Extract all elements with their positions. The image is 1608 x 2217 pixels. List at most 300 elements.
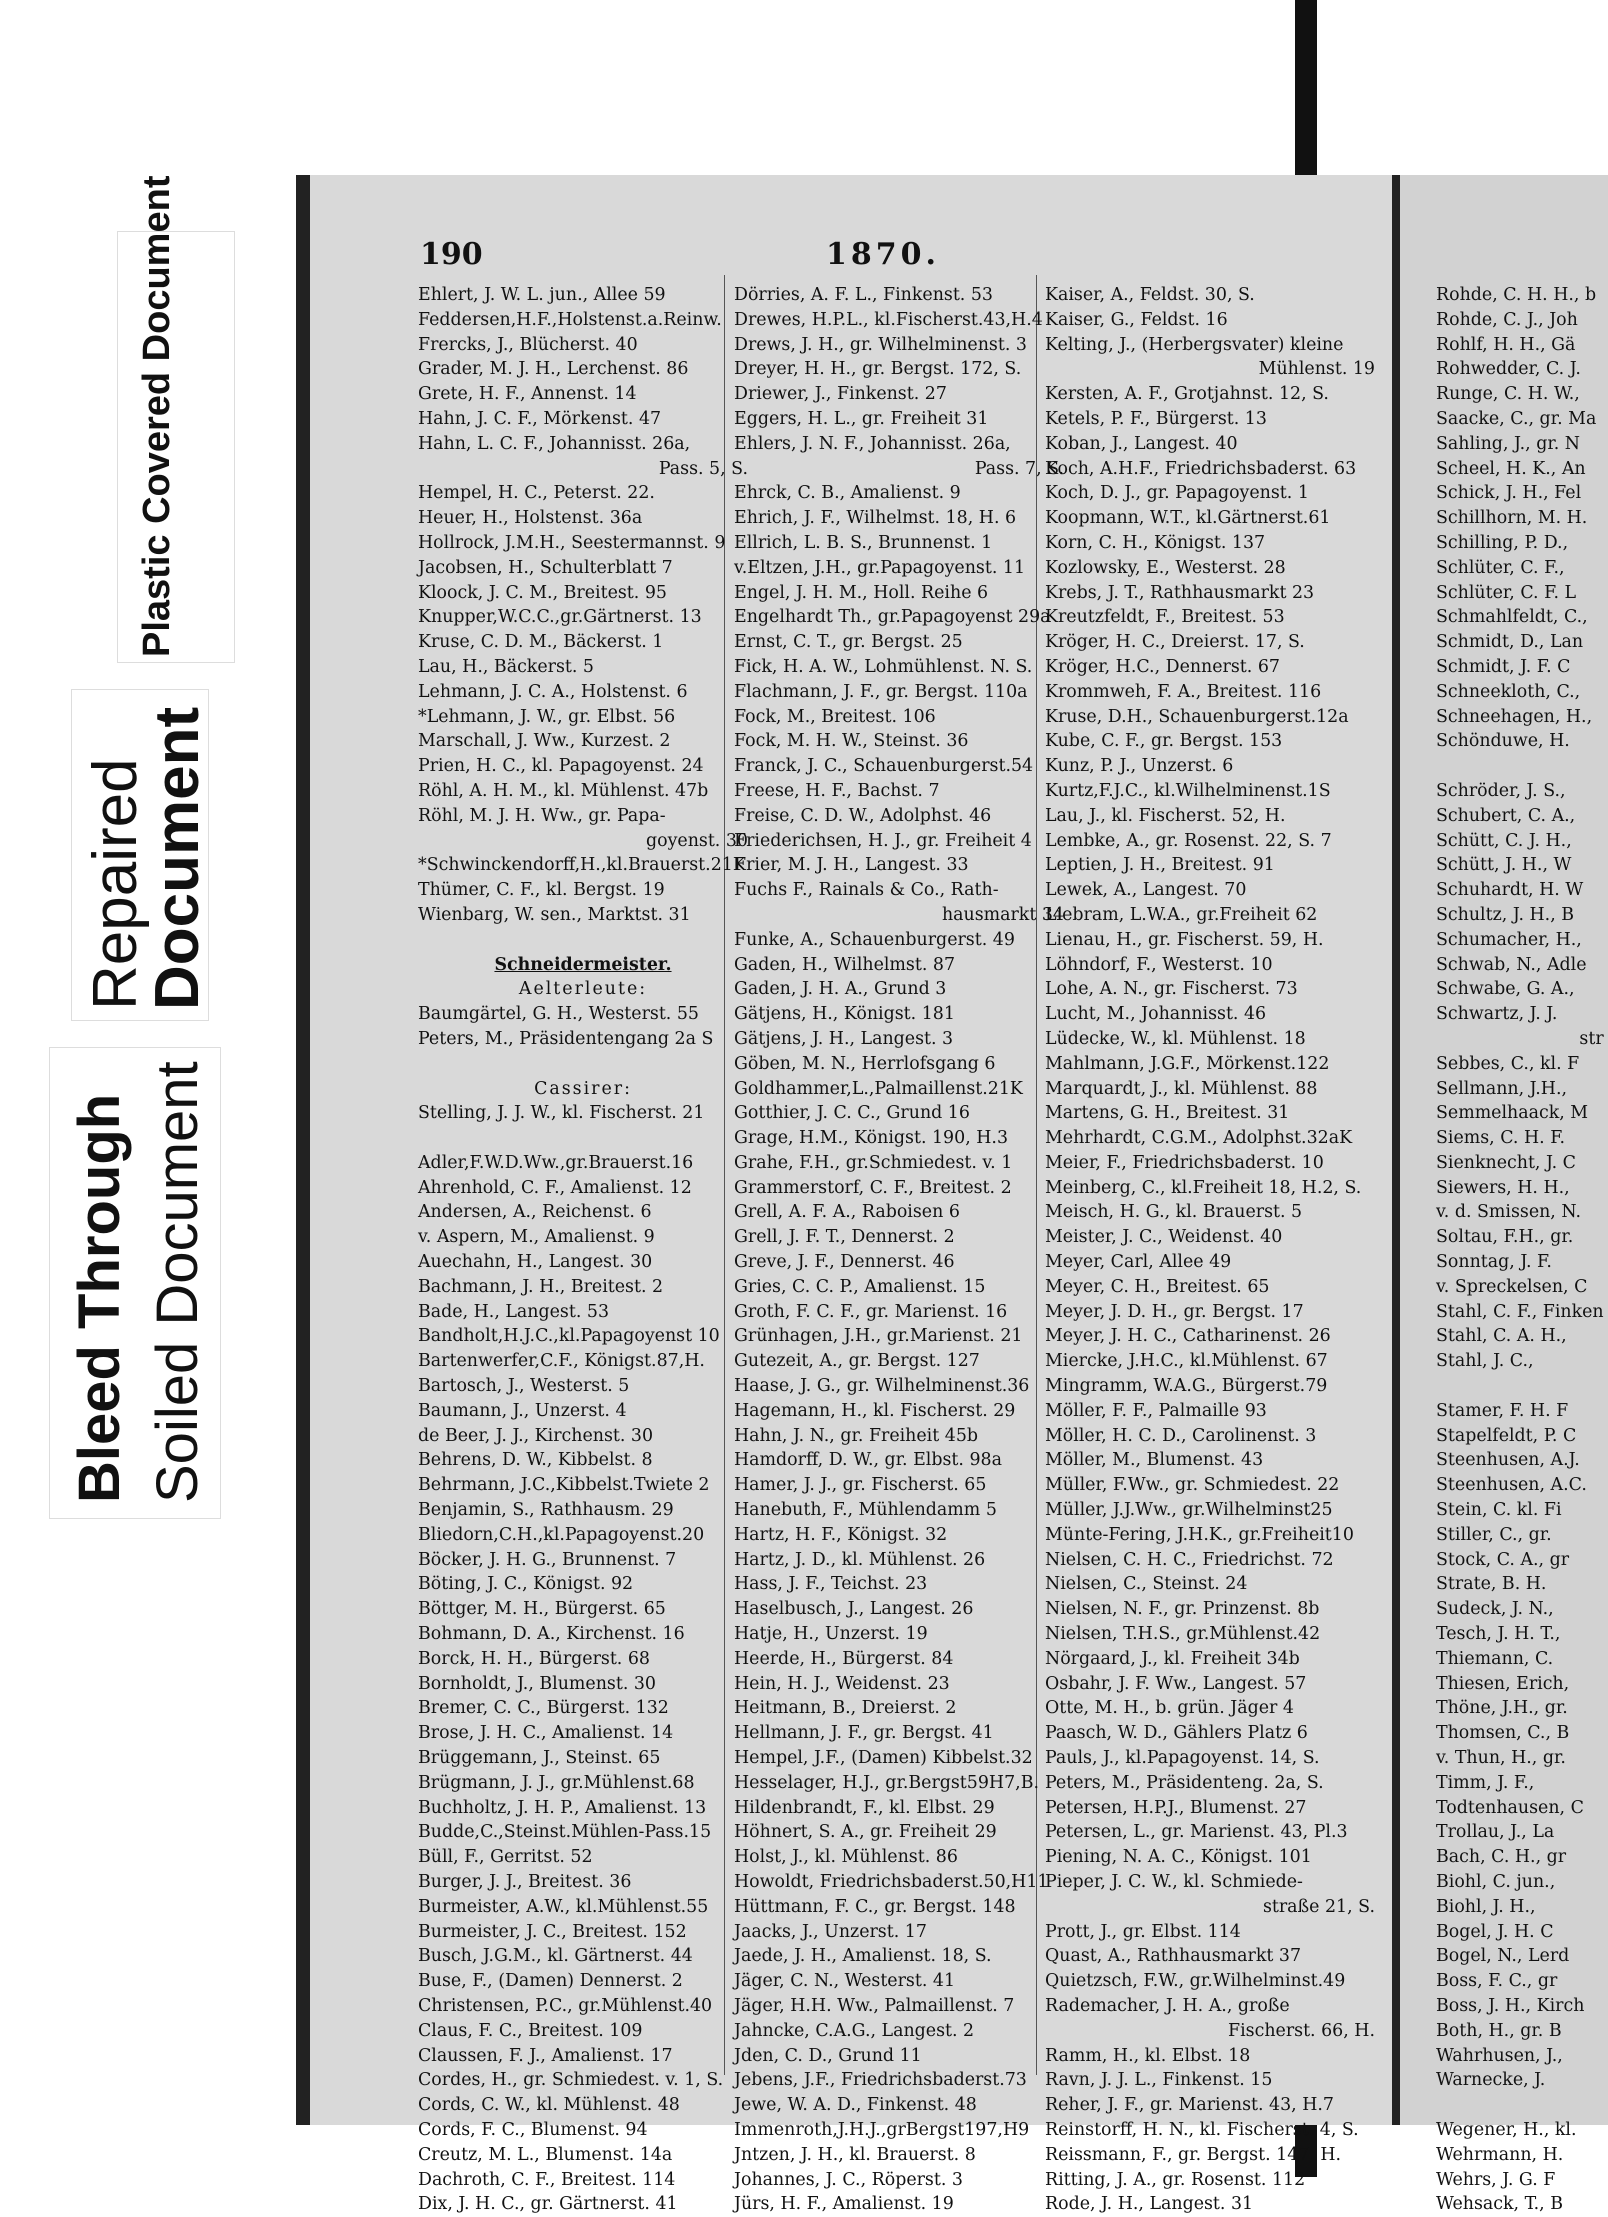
directory-entry: Hempel, J.F., (Damen) Kibbelst.32 (734, 1748, 1033, 1769)
label-repaired (72, 690, 212, 1020)
directory-entry: Lembke, A., gr. Rosenst. 22, S. 7 (1045, 830, 1332, 851)
directory-entry: Greve, J. F., Dennerst. 46 (734, 1252, 955, 1273)
directory-entry: Warnecke, J. (1436, 2070, 1546, 2091)
directory-entry: Petersen, H.P.J., Blumenst. 27 (1045, 1797, 1307, 1818)
directory-entry: Lohe, A. N., gr. Fischerst. 73 (1045, 979, 1298, 1000)
directory-entry: Sonntag, J. F. (1436, 1252, 1552, 1273)
directory-entry: Röhl, M. J. H. Ww., gr. Papa- (418, 805, 666, 826)
directory-entry: Bohmann, D. A., Kirchenst. 16 (418, 1624, 685, 1645)
section-subheading: Cassirer: (534, 1078, 632, 1099)
directory-entry: Hahn, L. C. F., Johannisst. 26a, (418, 433, 691, 454)
directory-entry: Bogel, J. H. C (1436, 1921, 1554, 1942)
directory-entry: Koch, D. J., gr. Papagoyenst. 1 (1045, 483, 1309, 504)
directory-entry: Stapelfeldt, P. C (1436, 1425, 1577, 1446)
directory-entry: Flachmann, J. F., gr. Bergst. 110a (734, 681, 1028, 702)
directory-entry: Rohwedder, C. J. (1436, 359, 1581, 380)
directory-entry: Schilling, P. D., (1436, 532, 1569, 553)
directory-entry: Ketels, P. F., Bürgerst. 13 (1045, 408, 1267, 429)
directory-entry: Grader, M. J. H., Lerchenst. 86 (418, 359, 689, 380)
directory-entry: Siems, C. H. F. (1436, 1128, 1566, 1149)
page-year: 1870. (826, 237, 940, 272)
directory-entry: Heerde, H., Bürgerst. 84 (734, 1648, 954, 1669)
directory-entry: Jäger, H.H. Ww., Palmaillenst. 7 (734, 1995, 1015, 2016)
directory-entry: Hatje, H., Unzerst. 19 (734, 1624, 928, 1645)
directory-entry: Pass. 5, S. (658, 458, 748, 479)
directory-entry: Freese, H. F., Bachst. 7 (734, 780, 940, 801)
directory-entry: Reissmann, F., gr. Bergst. 147, H. (1045, 2144, 1342, 2165)
directory-entry: Thöne, J.H., gr. (1436, 1698, 1568, 1719)
directory-entry: Gätjens, J. H., Langest. 3 (734, 1028, 954, 1049)
directory-entry: *Schwinckendorff,H.,kl.Brauerst.21K (418, 855, 746, 876)
directory-entry: Steenhusen, A.J. (1436, 1450, 1580, 1471)
directory-entry: Gaden, H., Wilhelmst. 87 (734, 954, 956, 975)
directory-entry: Buchholtz, J. H. P., Amalienst. 13 (418, 1797, 707, 1818)
directory-entry: v.Eltzen, J.H., gr.Papagoyenst. 11 (734, 557, 1026, 578)
directory-entry: Claussen, F. J., Amalienst. 17 (418, 2045, 673, 2066)
directory-entry: Kröger, H.C., Dennerst. 67 (1045, 656, 1280, 677)
directory-entry: Mehrhardt, C.G.M., Adolphst.32aK (1045, 1128, 1353, 1149)
directory-entry: Siewers, H. H., (1436, 1177, 1570, 1198)
directory-entry: Marquardt, J., kl. Mühlenst. 88 (1045, 1078, 1318, 1099)
directory-entry: Schlüter, C. F. L (1436, 582, 1577, 603)
directory-entry: Stelling, J. J. W., kl. Fischerst. 21 (418, 1103, 705, 1124)
directory-entry: Schütt, C. J. H., (1436, 830, 1572, 851)
directory-entry: Röhl, A. H. M., kl. Mühlenst. 47b (418, 780, 709, 801)
directory-entry: Kloock, J. C. M., Breitest. 95 (418, 582, 667, 603)
directory-entry: Schick, J. H., Fel (1436, 483, 1582, 504)
directory-entry: Schuhardt, H. W (1436, 880, 1584, 901)
directory-entry: Hamer, J. J., gr. Fischerst. 65 (734, 1475, 987, 1496)
directory-entry: Otte, M. H., b. grün. Jäger 4 (1045, 1698, 1294, 1719)
directory-entry: Steenhusen, A.C. (1436, 1475, 1587, 1496)
directory-entry: v. d. Smissen, N. (1436, 1202, 1581, 1223)
directory-entry: Prott, J., gr. Elbst. 114 (1045, 1921, 1241, 1942)
directory-entry: Schumacher, H., (1436, 929, 1582, 950)
directory-entry: straße 21, S. (1262, 1896, 1375, 1917)
directory-entry: Hahn, J. C. F., Mörkenst. 47 (418, 408, 662, 429)
directory-entry: Lewek, A., Langest. 70 (1045, 880, 1247, 901)
directory-entry: Cords, C. W., kl. Mühlenst. 48 (418, 2095, 680, 2116)
directory-entry: Kaiser, A., Feldst. 30, S. (1045, 285, 1255, 305)
directory-entry: Korn, C. H., Königst. 137 (1045, 532, 1266, 553)
directory-entry: Grammerstorf, C. F., Breitest. 2 (734, 1177, 1012, 1198)
directory-entry: Bartenwerfer,C.F., Königst.87,H. (418, 1351, 705, 1372)
directory-entry: Sellmann, J.H., (1436, 1078, 1568, 1099)
directory-entry: Peters, M., Präsidenteng. 2a, S. (1045, 1772, 1324, 1793)
directory-entry: Ehlert, J. W. L. jun., Allee 59 (418, 285, 666, 305)
directory-entry: Bogel, N., Lerd (1436, 1946, 1570, 1967)
directory-entry: Rademacher, J. H. A., große (1045, 1995, 1290, 2016)
directory-entry: Heuer, H., Holstenst. 36a (418, 508, 643, 529)
label-plastic-covered (118, 175, 234, 662)
directory-entry: Behrens, D. W., Kibbelst. 8 (418, 1450, 653, 1471)
directory-entry: Gotthier, J. C. C., Grund 16 (734, 1103, 970, 1124)
directory-entry: Piening, N. A. C., Königst. 101 (1045, 1847, 1312, 1868)
directory-entry: Höhnert, S. A., gr. Freiheit 29 (734, 1822, 997, 1843)
directory-entry: Bachmann, J. H., Breitest. 2 (418, 1276, 664, 1297)
page-number: 190 (420, 237, 483, 272)
directory-entry: Schlüter, C. F., (1436, 557, 1565, 578)
directory-entry: Kurtz,F.J.C., kl.Wilhelminenst.1S (1045, 780, 1331, 801)
directory-entry: Engel, J. H. M., Holl. Reihe 6 (734, 582, 989, 603)
directory-entry: Heitmann, B., Dreierst. 2 (734, 1698, 957, 1719)
directory-entry: Eggers, H. L., gr. Freiheit 31 (734, 408, 989, 429)
directory-entry: Hollrock, J.M.H., Seestermannst. 9 (418, 532, 726, 553)
directory-entry: Bliedorn,C.H.,kl.Papagoyenst.20 (418, 1524, 705, 1545)
directory-entry: Müller, F.Ww., gr. Schmiedest. 22 (1045, 1475, 1340, 1496)
directory-entry: Nörgaard, J., kl. Freiheit 34b (1045, 1648, 1300, 1669)
directory-entry: Franck, J. C., Schauenburgerst.54 (734, 756, 1034, 777)
directory-entry: Ramm, H., kl. Elbst. 18 (1045, 2045, 1251, 2066)
directory-entry: Pieper, J. C. W., kl. Schmiede- (1045, 1872, 1303, 1892)
directory-entry: Schmidt, J. F. C (1436, 656, 1571, 677)
directory-entry: Strate, B. H. (1436, 1574, 1547, 1595)
directory-entry: Wienbarg, W. sen., Marktst. 31 (418, 904, 691, 925)
directory-entry: Drewes, H.P.L., kl.Fischerst.43,H.4 (734, 309, 1043, 330)
directory-entry: Hartz, H. F., Königst. 32 (734, 1524, 948, 1545)
directory-entry: Brüggemann, J., Steinst. 65 (418, 1748, 661, 1769)
directory-entry: Ehrich, J. F., Wilhelmst. 18, H. 6 (734, 508, 1017, 529)
directory-entry: Frier, M. J. H., Langest. 33 (734, 855, 969, 876)
directory-entry: Quast, A., Rathhausmarkt 37 (1045, 1946, 1302, 1967)
directory-entry: Quietzsch, F.W., gr.Wilhelminst.49 (1045, 1971, 1346, 1992)
directory-entry: Wahrhusen, J., (1436, 2045, 1563, 2066)
directory-entry: Grage, H.M., Königst. 190, H.3 (734, 1128, 1009, 1149)
section-heading: Schneidermeister. (494, 954, 672, 975)
directory-entry: Hamdorff, D. W., gr. Elbst. 98a (734, 1450, 1002, 1471)
directory-entry: Schwab, N., Adle (1436, 954, 1587, 975)
directory-entry: Sahling, J., gr. N (1436, 433, 1581, 454)
directory-entry: Haselbusch, J., Langest. 26 (734, 1599, 974, 1620)
directory-entry: Meyer, Carl, Allee 49 (1045, 1252, 1232, 1273)
directory-entry: Benjamin, S., Rathhausm. 29 (418, 1500, 674, 1521)
directory-entry: Osbahr, J. F. Ww., Langest. 57 (1045, 1673, 1307, 1694)
directory-column-3 (1045, 283, 1375, 2217)
directory-entry: Schmidt, D., Lan (1436, 632, 1584, 653)
directory-entry: Jewe, W. A. D., Finkenst. 48 (734, 2095, 977, 2116)
directory-entry: Adler,F.W.D.Ww.,gr.Brauerst.16 (418, 1152, 694, 1173)
directory-entry: Müller, J.J.Ww., gr.Wilhelminst25 (1045, 1500, 1333, 1521)
directory-entry: Kruse, C. D. M., Bäckerst. 1 (418, 632, 664, 653)
label-bleed-soiled (50, 1048, 220, 1518)
directory-entry: Ehrck, C. B., Amalienst. 9 (734, 483, 961, 504)
label-repaired-line1: Repaired (81, 758, 150, 1010)
directory-entry: Kröger, H. C., Dreierst. 17, S. (1045, 632, 1305, 653)
directory-entry: Hahn, J. N., gr. Freiheit 45b (734, 1425, 979, 1446)
directory-entry: Johannes, J. C., Röperst. 3 (734, 2169, 963, 2190)
directory-entry: Böting, J. C., Königst. 92 (418, 1574, 634, 1595)
directory-entry: Paasch, W. D., Gählers Platz 6 (1045, 1723, 1308, 1744)
directory-entry: Ahrenhold, C. F., Amalienst. 12 (418, 1177, 692, 1198)
directory-entry: Schneekloth, C., (1436, 681, 1581, 702)
directory-entry: de Beer, J. J., Kirchenst. 30 (418, 1425, 654, 1446)
directory-entry: Trollau, J., La (1436, 1822, 1555, 1843)
directory-entry: Martens, G. H., Breitest. 31 (1045, 1103, 1290, 1124)
directory-entry: Bremer, C. C., Bürgerst. 132 (418, 1698, 669, 1719)
directory-entry: Hesselager, H.J., gr.Bergst59H7,B. (734, 1772, 1039, 1793)
directory-entry: v. Aspern, M., Amalienst. 9 (418, 1227, 655, 1248)
directory-entry: Schütt, J. H., W (1436, 855, 1572, 876)
directory-entry: Marschall, J. Ww., Kurzest. 2 (418, 731, 671, 752)
directory-entry: Cordes, H., gr. Schmiedest. v. 1, S. (418, 2070, 724, 2091)
directory-entry: Koch, A.H.F., Friedrichsbaderst. 63 (1045, 458, 1357, 479)
directory-entry: v. Thun, H., gr. (1436, 1748, 1566, 1769)
directory-entry: Burger, J. J., Breitest. 36 (418, 1872, 632, 1892)
directory-entry: Meisch, H. G., kl. Brauerst. 5 (1045, 1202, 1303, 1223)
directory-entry: Schönduwe, H. (1436, 731, 1570, 752)
directory-entry: Hellmann, J. F., gr. Bergst. 41 (734, 1723, 994, 1744)
directory-entry: Meier, F., Friedrichsbaderst. 10 (1045, 1152, 1324, 1173)
directory-entry: Büll, F., Gerritst. 52 (418, 1847, 593, 1868)
directory-entry: Thiesen, Erich, (1436, 1673, 1570, 1694)
directory-entry: Dreyer, H. H., gr. Bergst. 172, S. (734, 359, 1022, 380)
directory-entry: Baumann, J., Unzerst. 4 (418, 1400, 627, 1421)
directory-column-1 (418, 283, 748, 2217)
directory-entry: Jaacks, J., Unzerst. 17 (734, 1921, 927, 1942)
directory-entry: Böcker, J. H. G., Brunnenst. 7 (418, 1549, 677, 1570)
directory-entry: Timm, J. F., (1436, 1772, 1535, 1793)
directory-entry: Stamer, F. H. F (1436, 1400, 1569, 1421)
directory-entry: Rohde, C. H. H., b (1436, 285, 1597, 305)
directory-entry: Jaede, J. H., Amalienst. 18, S. (734, 1946, 992, 1967)
directory-entry: Kruse, D.H., Schauenburgerst.12a (1045, 706, 1349, 727)
directory-entry: Kunz, P. J., Unzerst. 6 (1045, 756, 1234, 777)
directory-entry: Schröder, J. S., (1436, 780, 1566, 801)
directory-entry: Driewer, J., Finkenst. 27 (734, 384, 947, 405)
directory-entry: Möller, M., Blumenst. 43 (1045, 1450, 1264, 1471)
directory-entry: Lau, H., Bäckerst. 5 (418, 656, 594, 677)
directory-entry: Boss, J. H., Kirch (1436, 1995, 1585, 2016)
directory-entry: Meinberg, C., kl.Freiheit 18, H.2, S. (1045, 1177, 1362, 1198)
directory-entry: Koban, J., Langest. 40 (1045, 433, 1238, 454)
directory-entry: Burmeister, J. C., Breitest. 152 (418, 1921, 687, 1942)
directory-entry: Meister, J. C., Weidenst. 40 (1045, 1227, 1283, 1248)
directory-entry: Böttger, M. H., Bürgerst. 65 (418, 1599, 666, 1620)
directory-entry: Buse, F., (Damen) Dennerst. 2 (418, 1971, 683, 1992)
directory-entry: Kube, C. F., gr. Bergst. 153 (1045, 731, 1283, 752)
directory-entry: goyenst. 30 (645, 830, 748, 851)
directory-entry: Schwabe, G. A., (1436, 979, 1575, 1000)
directory-entry: Grell, A. F. A., Raboisen 6 (734, 1202, 960, 1223)
directory-entry: Hildenbrandt, F., kl. Elbst. 29 (734, 1797, 995, 1818)
section-subheading: Aelterleute: (518, 979, 648, 1000)
directory-entry: Meyer, C. H., Breitest. 65 (1045, 1276, 1270, 1297)
directory-entry: Schneehagen, H., (1436, 706, 1593, 727)
directory-entry: Holst, J., kl. Mühlenst. 86 (734, 1847, 958, 1868)
directory-entry: Fock, M., Breitest. 106 (734, 706, 936, 727)
directory-entry: Engelhardt Th., gr.Papagoyenst 29a (734, 607, 1051, 628)
directory-entry: Hass, J. F., Teichst. 23 (734, 1574, 928, 1595)
directory-entry: Runge, C. H. W., (1436, 384, 1580, 405)
directory-entry: Gätjens, H., Königst. 181 (734, 1004, 955, 1025)
directory-entry: Fick, H. A. W., Lohmühlenst. N. S. (734, 656, 1033, 677)
directory-entry: Budde,C.,Steinst.Mühlen-Pass.15 (418, 1822, 712, 1843)
directory-entry: Goldhammer,L.,Palmaillenst.21K (734, 1078, 1023, 1099)
directory-entry: Jäger, C. N., Westerst. 41 (734, 1971, 956, 1992)
directory-entry: Grell, J. F. T., Dennerst. 2 (734, 1227, 955, 1248)
directory-entry: Fuchs F., Rainals & Co., Rath- (734, 880, 999, 901)
directory-entry: Meyer, J. H. C., Catharinenst. 26 (1045, 1326, 1331, 1347)
directory-entry: Howoldt, Friedrichsbaderst.50,H11 (734, 1872, 1049, 1892)
directory-entry: Wehrs, J. G. F (1436, 2169, 1556, 2190)
directory-entry: Christensen, P.C., gr.Mühlenst.40 (418, 1995, 713, 2016)
directory-entry: Jürs, H. F., Amalienst. 19 (734, 2194, 954, 2215)
directory-entry: Stahl, C. F., Finken (1436, 1301, 1604, 1322)
label-plastic-text: Plastic Covered Document (136, 175, 178, 657)
directory-entry: Stahl, C. A. H., (1436, 1326, 1567, 1347)
directory-entry: Ritting, J. A., gr. Rosenst. 112 (1045, 2169, 1306, 2190)
directory-entry: Thiemann, C. (1436, 1648, 1554, 1669)
directory-entry: Nielsen, N. F., gr. Prinzenst. 8b (1045, 1599, 1320, 1620)
directory-entry: Hagemann, H., kl. Fischerst. 29 (734, 1400, 1016, 1421)
directory-entry: Lehmann, J. C. A., Holstenst. 6 (418, 681, 688, 702)
directory-entry: Haase, J. G., gr. Wilhelminenst.36 (734, 1376, 1030, 1397)
directory-entry: Stock, C. A., gr (1436, 1549, 1570, 1570)
directory-entry: Kelting, J., (Herbergsvater) kleine (1045, 334, 1344, 355)
directory-entry: Reinstorff, H. N., kl. Fischerst. 4, S. (1045, 2119, 1359, 2140)
directory-entry: hausmarkt 34 (941, 904, 1064, 925)
directory-entry: Andersen, A., Reichenst. 6 (418, 1202, 652, 1223)
directory-entry: Thomsen, C., B (1436, 1723, 1570, 1744)
directory-entry: Stiller, C., gr. (1436, 1524, 1552, 1545)
directory-entry: Grahe, F.H., gr.Schmiedest. v. 1 (734, 1152, 1013, 1173)
directory-entry: Hüttmann, F. C., gr. Bergst. 148 (734, 1896, 1016, 1917)
directory-entry: Sebbes, C., kl. F (1436, 1053, 1580, 1074)
directory-entry: Wehsack, T., B (1436, 2194, 1563, 2215)
directory-entry: Gries, C. C. P., Amalienst. 15 (734, 1276, 986, 1297)
directory-entry: Kreutzfeldt, F., Breitest. 53 (1045, 607, 1285, 628)
directory-entry: Biohl, C. jun., (1436, 1872, 1556, 1892)
directory-entry: Friederichsen, H. J., gr. Freiheit 4 (734, 830, 1032, 851)
directory-entry: Stahl, J. C., (1436, 1351, 1534, 1372)
directory-entry: Hartz, J. D., kl. Mühlenst. 26 (734, 1549, 986, 1570)
directory-entry: Bornholdt, J., Blumenst. 30 (418, 1673, 656, 1694)
directory-entry: Prien, H. C., kl. Papagoyenst. 24 (418, 756, 704, 777)
directory-entry: Borck, H. H., Bürgerst. 68 (418, 1648, 650, 1669)
directory-entry: Meyer, J. D. H., gr. Bergst. 17 (1045, 1301, 1304, 1322)
directory-entry (418, 1052, 748, 1077)
directory-entry: Tesch, J. H. T., (1436, 1624, 1561, 1645)
label-bleed-through: Bleed Through (67, 1093, 132, 1503)
next-page-column (1436, 283, 1604, 2217)
directory-entry: Bach, C. H., gr (1436, 1847, 1567, 1868)
directory-entry (1436, 2093, 1604, 2118)
directory-entry: Bandholt,H.J.C.,kl.Papagoyenst 10 (418, 1326, 720, 1347)
directory-entry: Kersten, A. F., Grotjahnst. 12, S. (1045, 384, 1329, 405)
directory-entry: Nielsen, T.H.S., gr.Mühlenst.42 (1045, 1624, 1321, 1645)
directory-entry: Groth, F. C. F., gr. Marienst. 16 (734, 1301, 1008, 1322)
directory-entry: Semmelhaack, M (1436, 1103, 1589, 1124)
directory-entry: Feddersen,H.F.,Holstenst.a.Reinw. (418, 309, 722, 330)
directory-entry: Nielsen, C., Steinst. 24 (1045, 1574, 1248, 1595)
directory-entry: Wehrmann, H. (1436, 2144, 1564, 2165)
directory-entry: Lienau, H., gr. Fischerst. 59, H. (1045, 929, 1324, 950)
directory-entry: Mahlmann, J.G.F., Mörkenst.122 (1045, 1053, 1330, 1074)
directory-entry: Jahncke, C.A.G., Langest. 2 (734, 2020, 975, 2041)
directory-entry: Scheel, H. K., An (1436, 458, 1586, 479)
directory-entry: str (1579, 1028, 1604, 1049)
directory-entry: *Lehmann, J. W., gr. Elbst. 56 (418, 706, 676, 727)
label-repaired-line2: Document (143, 706, 212, 1010)
directory-entry: Münte-Fering, J.H.K., gr.Freiheit10 (1045, 1524, 1354, 1545)
directory-entry: Ravn, J. J. L., Finkenst. 15 (1045, 2070, 1273, 2091)
directory-page (296, 175, 1400, 2215)
directory-entry: Leptien, J. H., Breitest. 91 (1045, 855, 1275, 876)
directory-entry: Peters, M., Präsidentengang 2a S (418, 1028, 714, 1049)
directory-entry: Göben, M. N., Herrlofsgang 6 (734, 1053, 996, 1074)
directory-entry: Brügmann, J. J., gr.Mühlenst.68 (418, 1772, 695, 1793)
directory-entry: Schwartz, J. J. (1436, 1004, 1558, 1025)
directory-entry: Reher, J. F., gr. Marienst. 43, H.7 (1045, 2095, 1334, 2116)
directory-entry: Koopmann, W.T., kl.Gärtnerst.61 (1045, 508, 1331, 529)
directory-entry: Dix, J. H. C., gr. Gärtnerst. 41 (418, 2194, 678, 2215)
directory-entry: Both, H., gr. B (1436, 2020, 1562, 2041)
directory-entry: Ernst, C. T., gr. Bergst. 25 (734, 632, 963, 653)
directory-entry: Kaiser, G., Feldst. 16 (1045, 309, 1228, 330)
directory-entry: Liebram, L.W.A., gr.Freiheit 62 (1045, 904, 1318, 925)
directory-entry: Grünhagen, J.H., gr.Marienst. 21 (734, 1326, 1023, 1347)
directory-entry: Schultz, J. H., B (1436, 904, 1575, 925)
directory-entry: Ellrich, L. B. S., Brunnenst. 1 (734, 532, 993, 553)
directory-entry: Krebs, J. T., Rathhausmarkt 23 (1045, 582, 1315, 603)
directory-entry: Rohde, C. J., Joh (1436, 309, 1578, 330)
directory-entry: Fischerst. 66, H. (1228, 2020, 1375, 2041)
directory-entry: Brose, J. H. C., Amalienst. 14 (418, 1723, 674, 1744)
directory-entry: Sienknecht, J. C (1436, 1152, 1576, 1173)
directory-entry: Möller, H. C. D., Carolinenst. 3 (1045, 1425, 1317, 1446)
directory-entry: Kozlowsky, E., Westerst. 28 (1045, 557, 1286, 578)
directory-entry: Baumgärtel, G. H., Westerst. 55 (418, 1004, 699, 1025)
directory-entry: Schillhorn, M. H. (1436, 508, 1588, 529)
directory-entry: Ehlers, J. N. F., Johannisst. 26a, (734, 433, 1011, 454)
directory-entry (1436, 1374, 1604, 1399)
directory-entry: Freise, C. D. W., Adolphst. 46 (734, 805, 992, 826)
directory-entry: Drews, J. H., gr. Wilhelminenst. 3 (734, 334, 1027, 355)
directory-entry: Immenroth,J.H.J.,grBergst197,H9 (734, 2119, 1030, 2140)
directory-entry: Möller, F. F., Palmaille 93 (1045, 1400, 1267, 1421)
directory-entry: Hempel, H. C., Peterst. 22. (418, 483, 655, 504)
directory-entry: Jebens, J.F., Friedrichsbaderst.73 (734, 2070, 1027, 2091)
label-soiled-document: Soiled Document (145, 1061, 210, 1503)
directory-entry: Krommweh, F. A., Breitest. 116 (1045, 681, 1322, 702)
directory-entry: Nielsen, C. H. C., Friedrichst. 72 (1045, 1549, 1334, 1570)
directory-entry: Jntzen, J. H., kl. Brauerst. 8 (734, 2144, 976, 2165)
directory-entry: Jden, C. D., Grund 11 (734, 2045, 922, 2066)
directory-entry: Claus, F. C., Breitest. 109 (418, 2020, 643, 2041)
directory-entry: Bade, H., Langest. 53 (418, 1301, 610, 1322)
directory-entry: Boss, F. C., gr (1436, 1971, 1558, 1992)
directory-entry: Busch, J.G.M., kl. Gärtnerst. 44 (418, 1946, 693, 1967)
directory-entry: Mingramm, W.A.G., Bürgerst.79 (1045, 1376, 1328, 1397)
directory-entry: Cords, F. C., Blumenst. 94 (418, 2119, 648, 2140)
directory-entry: Biohl, J. H., (1436, 1896, 1536, 1917)
directory-entry: Auechahn, H., Langest. 30 (418, 1252, 653, 1273)
directory-entry: Thümer, C. F., kl. Bergst. 19 (418, 880, 665, 901)
directory-entry: Wegener, H., kl. (1436, 2119, 1577, 2140)
directory-entry: Löhndorf, F., Westerst. 10 (1045, 954, 1273, 975)
directory-entry: Pass. 7, S. (974, 458, 1064, 479)
directory-entry: Schmahlfeldt, C., (1436, 607, 1588, 628)
directory-entry: Dörries, A. F. L., Finkenst. 53 (734, 285, 993, 305)
directory-entry: Mühlenst. 19 (1258, 359, 1375, 380)
directory-entry: Lucht, M., Johannisst. 46 (1045, 1004, 1267, 1025)
directory-entry: Fock, M. H. W., Steinst. 36 (734, 731, 969, 752)
directory-entry (1436, 754, 1604, 779)
directory-entry: v. Spreckelsen, C (1436, 1276, 1588, 1297)
directory-entry: Knupper,W.C.C.,gr.Gärtnerst. 13 (418, 607, 702, 628)
directory-entry (418, 928, 748, 953)
directory-entry (418, 1126, 748, 1151)
